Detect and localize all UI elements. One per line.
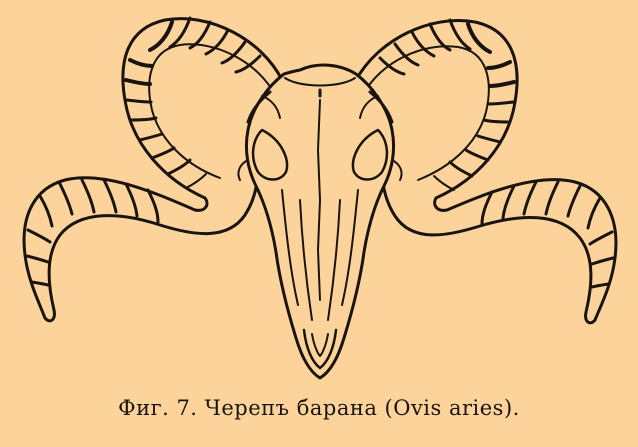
skull bbox=[238, 65, 401, 378]
left-horn bbox=[24, 18, 282, 321]
right-horn bbox=[356, 20, 616, 323]
figure-caption: Фиг. 7. Черепъ барана (Ovis aries). bbox=[118, 396, 520, 420]
